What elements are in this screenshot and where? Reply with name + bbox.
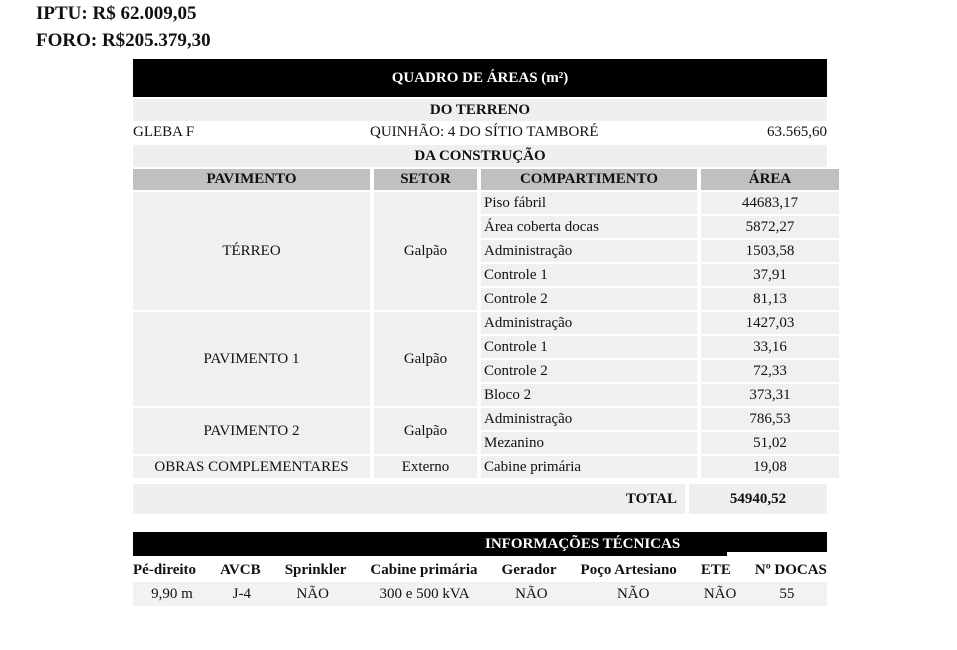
- compartimento-cell: Administração: [481, 240, 697, 262]
- area-cell: 19,08: [701, 456, 839, 478]
- tech-header: Pé-direito: [133, 562, 197, 578]
- tech-value: 9,90 m: [151, 586, 193, 602]
- area-cell: 51,02: [701, 432, 839, 454]
- area-cell: 1427,03: [701, 312, 839, 334]
- pavimento-cell: PAVIMENTO 2: [133, 408, 370, 454]
- compartimento-cell: Controle 2: [481, 288, 697, 310]
- tech-info-table: [133, 532, 827, 606]
- terreno-row: [133, 121, 827, 143]
- pavimento-cell: PAVIMENTO 1: [133, 312, 370, 406]
- tech-value: J-4: [232, 586, 252, 602]
- tech-header: Gerador: [501, 562, 557, 578]
- tech-header-row: [133, 558, 827, 582]
- area-cell: 786,53: [701, 408, 839, 430]
- areas-table: [133, 59, 827, 514]
- title-bar-notch: [727, 552, 827, 556]
- tech-title: INFORMAÇÕES TÉCNICAS: [485, 536, 681, 552]
- total-label: TOTAL: [133, 484, 685, 514]
- tech-value: 300 e 500 kVA: [379, 586, 470, 602]
- tech-header: Poço Artesiano: [580, 562, 677, 578]
- compartimento-cell: Controle 1: [481, 264, 697, 286]
- tech-value: NÃO: [703, 586, 737, 602]
- total-value: 54940,52: [689, 484, 827, 514]
- quinhao: QUINHÃO: 4 DO SÍTIO TAMBORÉ: [370, 124, 599, 140]
- tech-header: ETE: [700, 562, 731, 578]
- area-cell: 72,33: [701, 360, 839, 382]
- gleba: GLEBA F: [133, 124, 195, 140]
- tech-value-row: [133, 582, 827, 606]
- iptu-value: IPTU: R$ 62.009,05: [36, 3, 197, 24]
- construcao-section-label: DA CONSTRUÇÃO: [133, 145, 827, 167]
- col-header-compartimento: COMPARTIMENTO: [481, 169, 697, 190]
- setor-cell: Galpão: [374, 312, 477, 406]
- pavimento-cell: OBRAS COMPLEMENTARES: [133, 456, 370, 478]
- setor-cell: Galpão: [374, 192, 477, 310]
- total-row: [133, 484, 827, 514]
- tech-header: Cabine primária: [370, 562, 478, 578]
- tech-header: AVCB: [220, 562, 261, 578]
- compartimento-cell: Administração: [481, 408, 697, 430]
- terreno-area: 63.565,60: [767, 124, 827, 140]
- area-cell: 5872,27: [701, 216, 839, 238]
- compartimento-cell: Mezanino: [481, 432, 697, 454]
- compartimento-cell: Controle 2: [481, 360, 697, 382]
- tech-value: NÃO: [616, 586, 650, 602]
- foro-value: FORO: R$205.379,30: [36, 30, 211, 51]
- compartimento-cell: Controle 1: [481, 336, 697, 358]
- area-cell: 373,31: [701, 384, 839, 406]
- areas-title: QUADRO DE ÁREAS (m²): [133, 59, 827, 97]
- tech-title-bar: [133, 532, 827, 556]
- compartimento-cell: Bloco 2: [481, 384, 697, 406]
- setor-cell: Externo: [374, 456, 477, 478]
- tech-value: NÃO: [515, 586, 548, 602]
- setor-cell: Galpão: [374, 408, 477, 454]
- col-header-setor: SETOR: [374, 169, 477, 190]
- construcao-grid: [133, 169, 827, 478]
- terreno-section-label: DO TERRENO: [133, 99, 827, 121]
- tech-value: 55: [779, 586, 795, 602]
- area-cell: 33,16: [701, 336, 839, 358]
- tech-value: NÃO: [296, 586, 329, 602]
- pavimento-cell: TÉRREO: [133, 192, 370, 310]
- area-cell: 81,13: [701, 288, 839, 310]
- tech-header: Sprinkler: [284, 562, 347, 578]
- compartimento-cell: Administração: [481, 312, 697, 334]
- compartimento-cell: Área coberta docas: [481, 216, 697, 238]
- area-cell: 1503,58: [701, 240, 839, 262]
- compartimento-cell: Cabine primária: [481, 456, 697, 478]
- area-cell: 44683,17: [701, 192, 839, 214]
- compartimento-cell: Piso fábril: [481, 192, 697, 214]
- col-header-area: ÁREA: [701, 169, 839, 190]
- col-header-pavimento: PAVIMENTO: [133, 169, 370, 190]
- area-cell: 37,91: [701, 264, 839, 286]
- tech-header: Nº DOCAS: [754, 562, 827, 578]
